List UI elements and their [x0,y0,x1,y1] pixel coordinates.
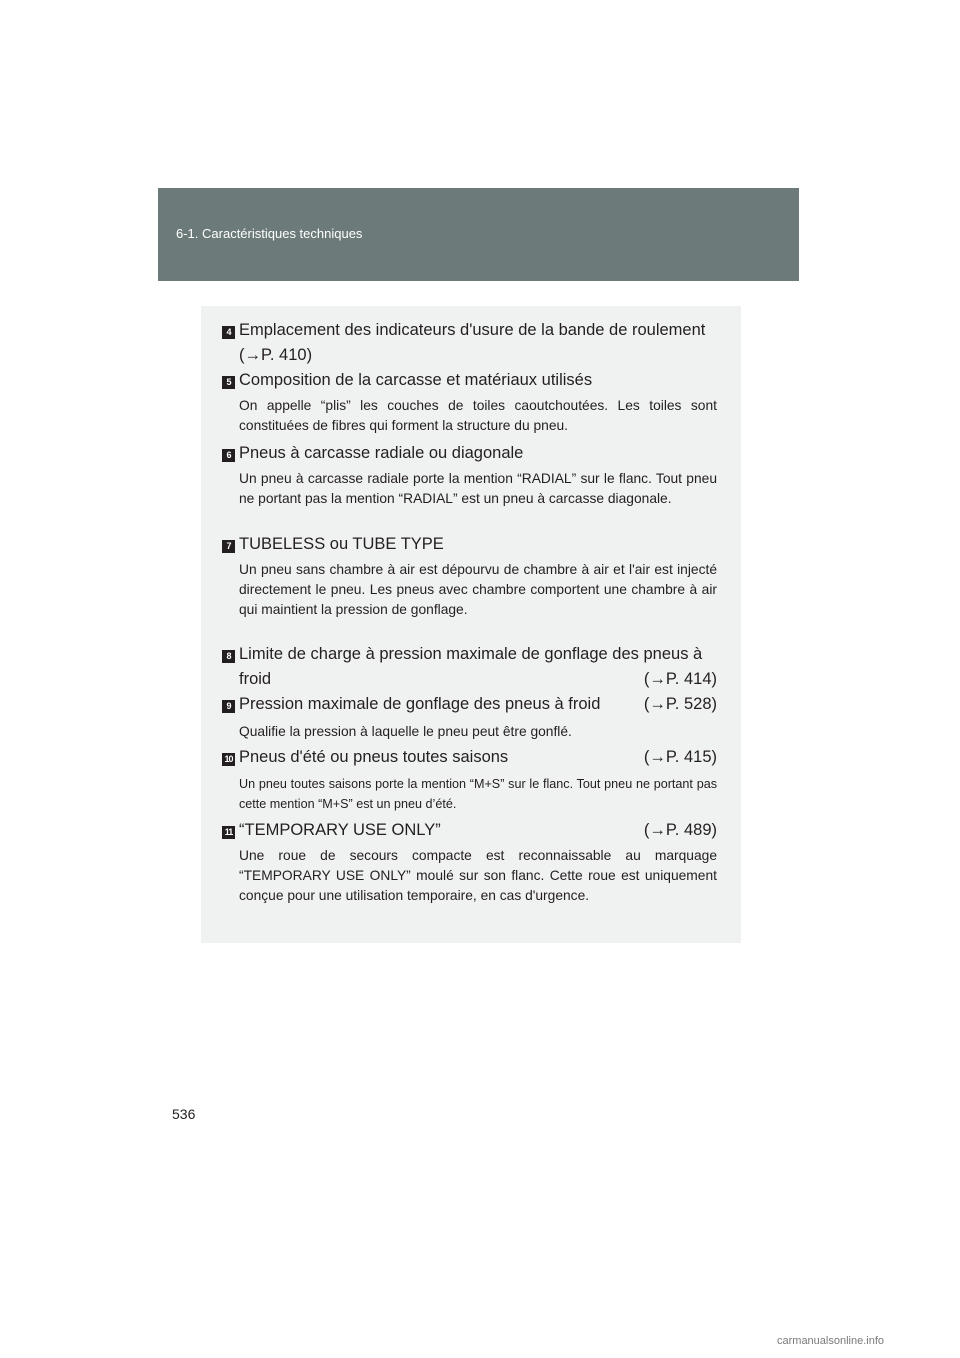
section-header [158,188,799,281]
item-description: Qualifie la pression à laquelle le pneu peut être gonflé. [239,724,572,739]
item-description: On appelle “plis” les couches de toiles caoutchoutées. Les toiles sont constituées de fibres qui forment la structure du pneu. [239,398,717,433]
item-title [239,532,717,557]
content-panel [201,306,741,943]
item-title-text: “TEMPORARY USE ONLY” [239,821,441,839]
item-number-badge: 8 [222,650,235,663]
item-description: Un pneu toutes saisons porte la mention “M+S” sur le flanc. Tout pneu ne portant pas cette mention “M+S” est un pneu d’été. [239,777,717,811]
item-description: Un pneu sans chambre à air est dépourvu de chambre à air et l'air est injecté directement le pneu. Les pneus avec chambre comportent une chambre à air qui maintient la pression de gonflage. [239,562,717,617]
item-title-text: Emplacement des indicateurs d'usure de la bande de roulement [239,321,706,339]
page-ref: (→P. 528) [643,695,717,713]
page-ref: (→P. 489) [643,821,717,839]
item-title-text: Limite de charge à pression maximale de gonflage des pneus à froid [239,645,703,688]
item-description: Un pneu à carcasse radiale porte la mention “RADIAL” sur le flanc. Tout pneu ne portant pas la mention “RADIAL” est un pneu à carcasse diagonale. [239,471,717,506]
item-ref-line [239,343,717,368]
item-title-text: TUBELESS ou TUBE TYPE [239,535,444,553]
page-ref: (→P. 415) [643,748,717,766]
item-title [239,441,717,466]
section-title: 6-1. Caractéristiques techniques [176,226,363,241]
page-number: 536 [172,1106,196,1122]
item-number-badge: 4 [222,326,235,339]
item-title [239,368,717,393]
item-title-text: Pression maximale de gonflage des pneus à froid [239,695,601,713]
item-number-badge: 5 [222,376,235,389]
item-number-badge: 6 [222,449,235,462]
item-number-badge: 10 [222,753,235,766]
watermark-link[interactable]: carmanualsonline.info [777,1335,885,1347]
item-title [239,745,717,770]
item-title [239,692,717,717]
item-title [239,818,717,843]
page-ref: (→P. 410) [239,346,313,364]
item-title-text: Composition de la carcasse et matériaux utilisés [239,371,593,389]
page-ref: (→P. 414) [643,670,717,688]
item-title [239,318,717,343]
item-description: Une roue de secours compacte est reconnaissable au marquage “TEMPORARY USE ONLY” moulé sur son flanc. Cette roue est uniquement conçue pour une utilisation temporaire, en cas d'urgence. [239,848,717,903]
item-title-text: Pneus d'été ou pneus toutes saisons [239,748,509,766]
item-number-badge: 11 [222,826,235,839]
item-title [239,642,717,692]
item-number-badge: 7 [222,540,235,553]
item-number-badge: 9 [222,700,235,713]
item-title-text: Pneus à carcasse radiale ou diagonale [239,444,524,462]
